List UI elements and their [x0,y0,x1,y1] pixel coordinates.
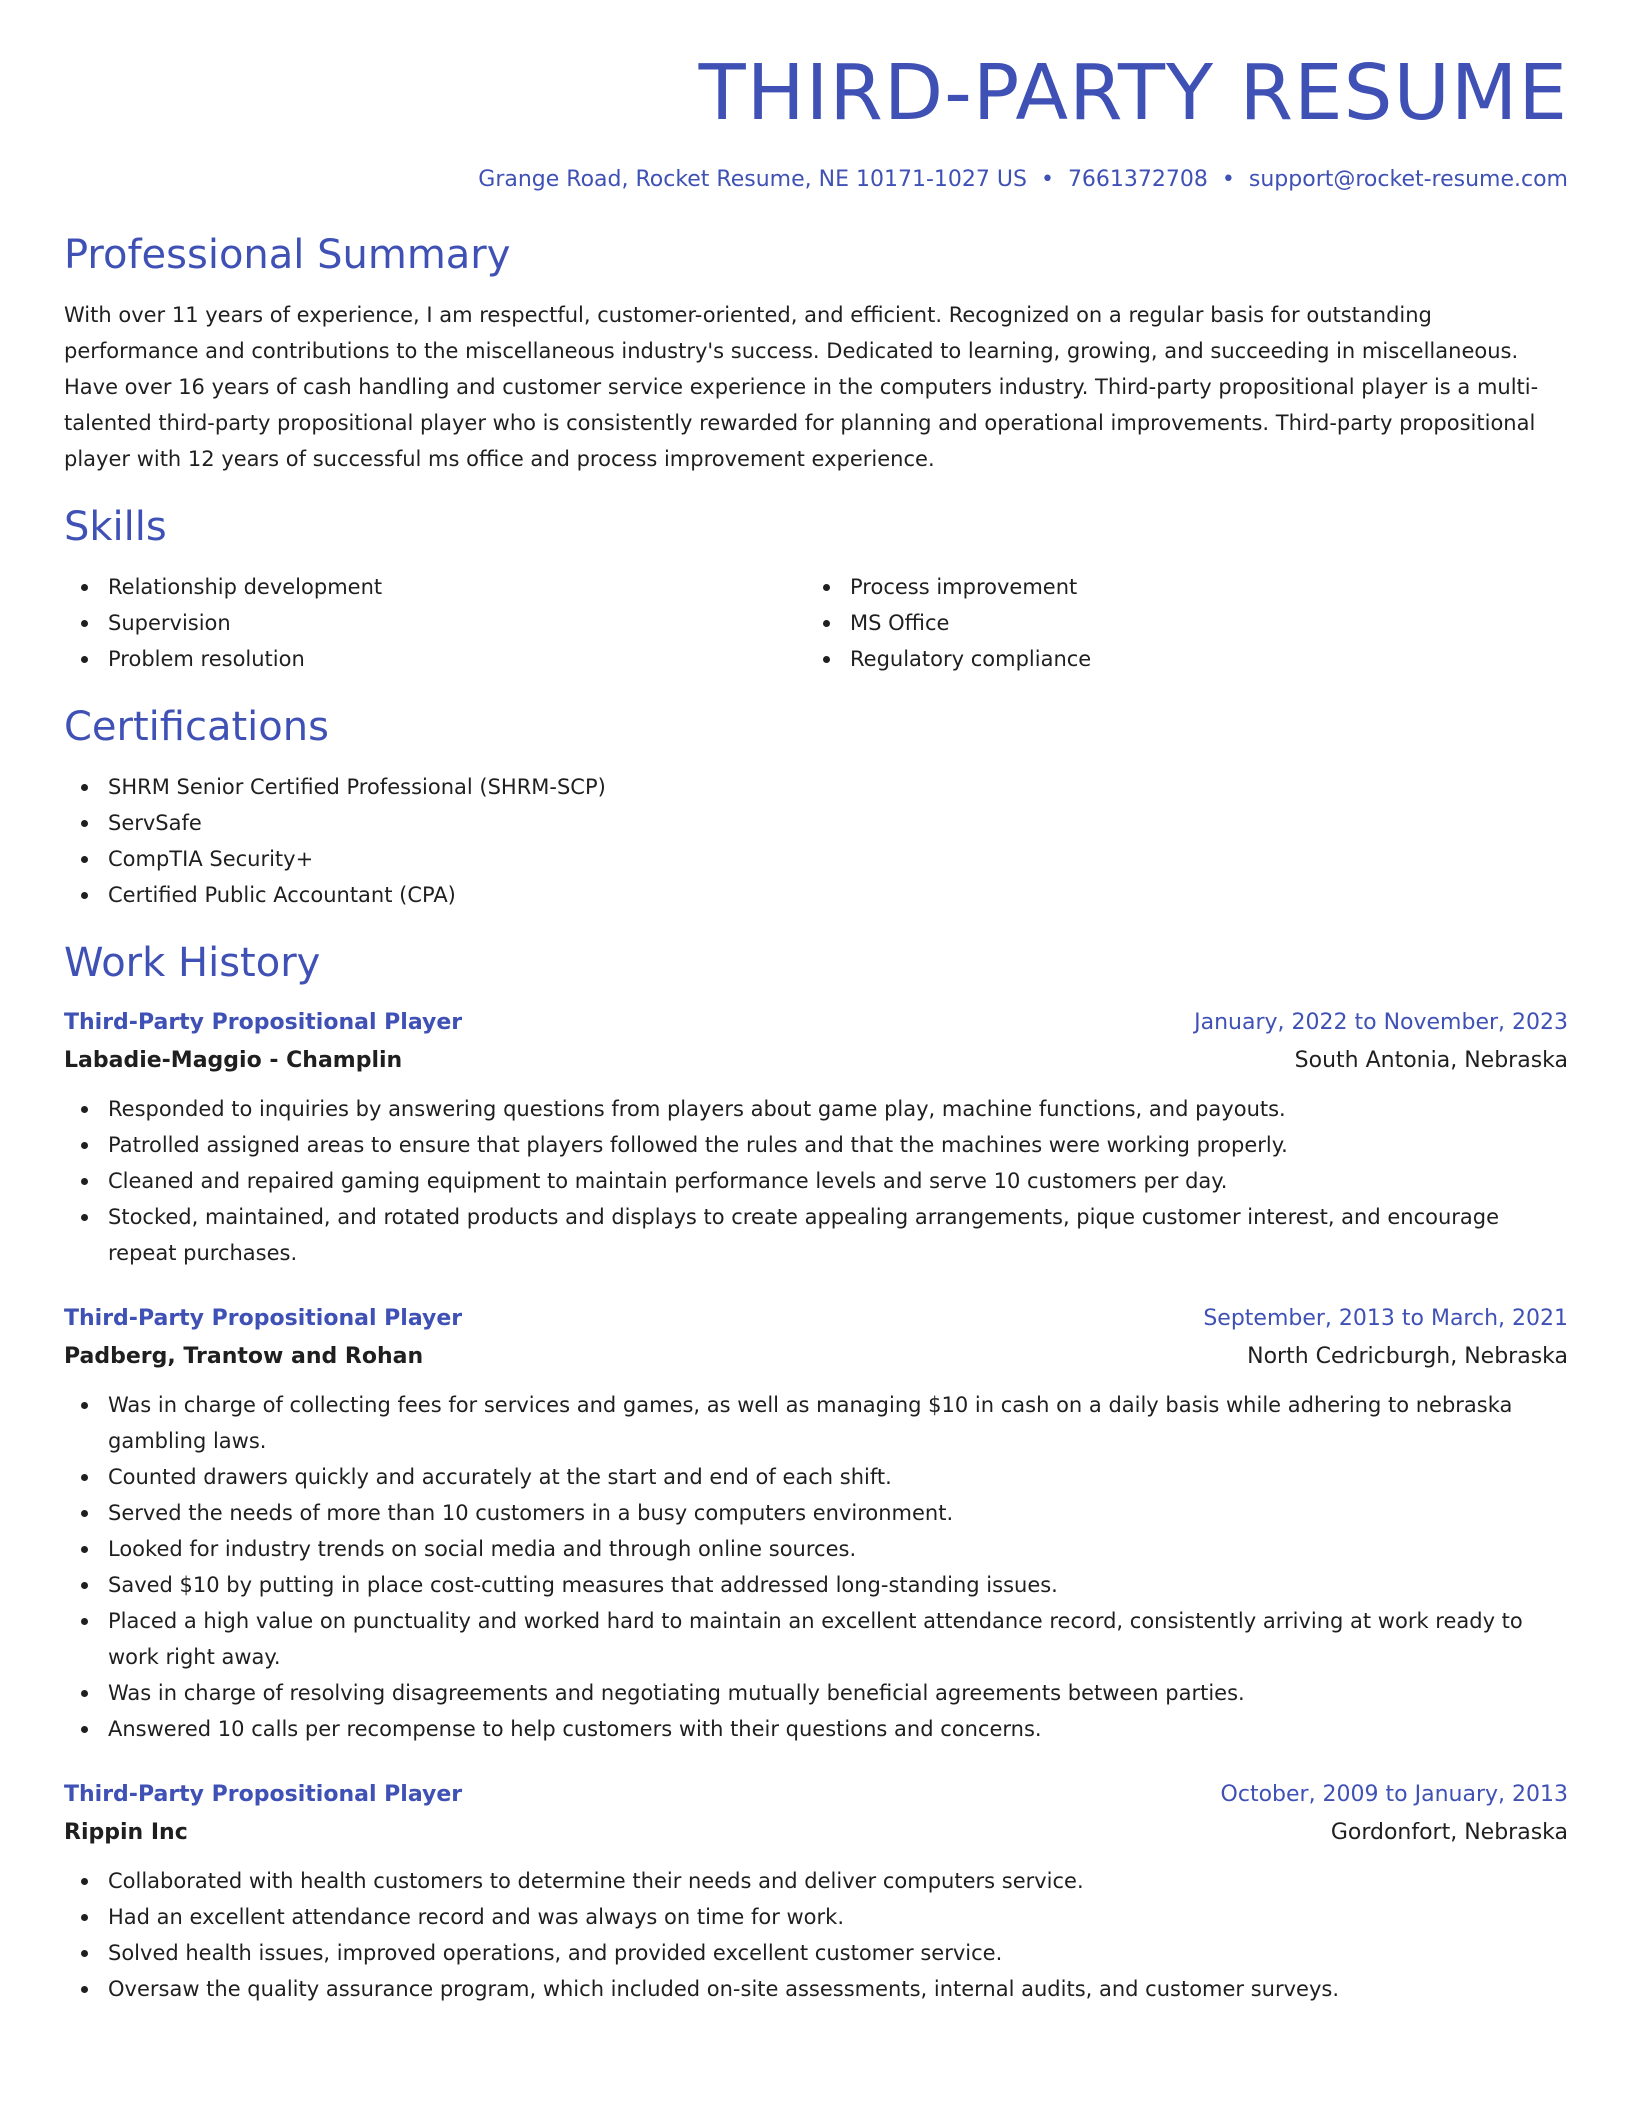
skills-section [64,503,1568,677]
job-duties-list [64,1387,1568,1747]
job-entry [64,1301,1568,1747]
job-duty: Had an excellent attendance record and was always on time for work. [64,1899,1568,1935]
job-dates: October, 2009 to January, 2013 [1220,1781,1568,1807]
skill-item: Regulatory compliance [806,641,1548,677]
contact-email[interactable]: support@rocket-resume.com [1248,167,1568,193]
job-company: Rippin Inc [64,1819,188,1845]
skill-item: Relationship development [64,569,806,605]
job-company-row [64,1337,1568,1377]
job-title: Third-Party Propositional Player [64,1781,463,1807]
contact-separator: • [1040,167,1054,193]
job-duty: Served the needs of more than 10 customers in a busy computers environment. [64,1495,1568,1531]
certification-item: CompTIA Security+ [64,841,1568,877]
job-duty: Solved health issues, improved operations, and provided excellent customer service. [64,1935,1568,1971]
job-duty: Was in charge of collecting fees for services and games, as well as managing $10 in cash on a daily basis while adhering to nebraska gambling laws. [64,1387,1568,1459]
skill-item: Process improvement [806,569,1548,605]
resume-header [64,48,1568,195]
job-duty: Placed a high value on punctuality and worked hard to maintain an excellent attendance record, consistently arriving at work ready to work right away. [64,1603,1568,1675]
contact-phone: 7661372708 [1067,167,1208,193]
summary-section [64,231,1568,477]
skills-column-left [64,569,806,677]
skills-grid [64,569,1568,677]
job-title: Third-Party Propositional Player [64,1305,463,1331]
job-duty: Answered 10 calls per recompense to help customers with their questions and concerns. [64,1711,1568,1747]
contact-line [64,166,1568,195]
section-title-skills: Skills [64,503,167,550]
job-company: Padberg, Trantow and Rohan [64,1343,424,1369]
job-header-row [64,1777,1568,1813]
work-history-section [64,939,1568,2007]
skill-item: MS Office [806,605,1548,641]
contact-separator: • [1221,167,1235,193]
job-duty: Cleaned and repaired gaming equipment to maintain performance levels and serve 10 customers per day. [64,1163,1568,1199]
job-location: South Antonia, Nebraska [1294,1047,1568,1073]
contact-address: Grange Road, Rocket Resume, NE 10171-1027 US [478,167,1027,193]
job-location: Gordonfort, Nebraska [1330,1819,1568,1845]
job-duty: Saved $10 by putting in place cost-cutting measures that addressed long-standing issues. [64,1567,1568,1603]
job-company: Labadie-Maggio - Champlin [64,1047,403,1073]
job-duty: Oversaw the quality assurance program, which included on-site assessments, internal audits, and customer surveys. [64,1971,1568,2007]
job-duty: Responded to inquiries by answering questions from players about game play, machine functions, and payouts. [64,1091,1568,1127]
section-title-work-history: Work History [64,939,321,986]
job-dates: January, 2022 to November, 2023 [1194,1009,1568,1035]
job-duty: Was in charge of resolving disagreements and negotiating mutually beneficial agreements between parties. [64,1675,1568,1711]
job-duties-list [64,1091,1568,1271]
resume-name: THIRD-PARTY RESUME [698,49,1568,138]
job-duty: Counted drawers quickly and accurately at the start and end of each shift. [64,1459,1568,1495]
skill-item: Problem resolution [64,641,806,677]
job-entry [64,1777,1568,2007]
job-duty: Stocked, maintained, and rotated products and displays to create appealing arrangements, pique customer interest, and encourage repeat purchases. [64,1199,1568,1271]
job-company-row [64,1041,1568,1081]
job-header-row [64,1301,1568,1337]
job-title: Third-Party Propositional Player [64,1009,463,1035]
certification-item: ServSafe [64,805,1568,841]
job-header-row [64,1005,1568,1041]
job-duty: Looked for industry trends on social media and through online sources. [64,1531,1568,1567]
job-duty: Patrolled assigned areas to ensure that players followed the rules and that the machines were working properly. [64,1127,1568,1163]
certifications-list [64,769,1568,913]
summary-text: With over 11 years of experience, I am respectful, customer-oriented, and efficient. Recognized on a regular basis for outstanding performance and contributions to the miscellaneous industry's success. Dedicated to learning, growing, and succeeding in miscellaneous. Have over 16 years of cash handling and customer service experience in the computers industry. Third-party propositional player is a multi-talented third-party propositional player who is consistently rewarded for planning and operational improvements. Third-party propositional player with 12 years of successful ms office and process improvement experience. [64,302,1539,471]
job-company-row [64,1813,1568,1853]
skill-item: Supervision [64,605,806,641]
job-location: North Cedricburgh, Nebraska [1247,1343,1568,1369]
certification-item: SHRM Senior Certified Professional (SHRM-SCP) [64,769,1568,805]
job-dates: September, 2013 to March, 2021 [1203,1305,1568,1331]
section-title-certifications: Certifications [64,703,329,750]
job-duty: Collaborated with health customers to determine their needs and deliver computers service. [64,1863,1568,1899]
section-title-summary: Professional Summary [64,231,511,278]
job-entry [64,1005,1568,1271]
job-duties-list [64,1863,1568,2007]
certification-item: Certified Public Accountant (CPA) [64,877,1568,913]
skills-column-right [806,569,1548,677]
certifications-section [64,703,1568,913]
